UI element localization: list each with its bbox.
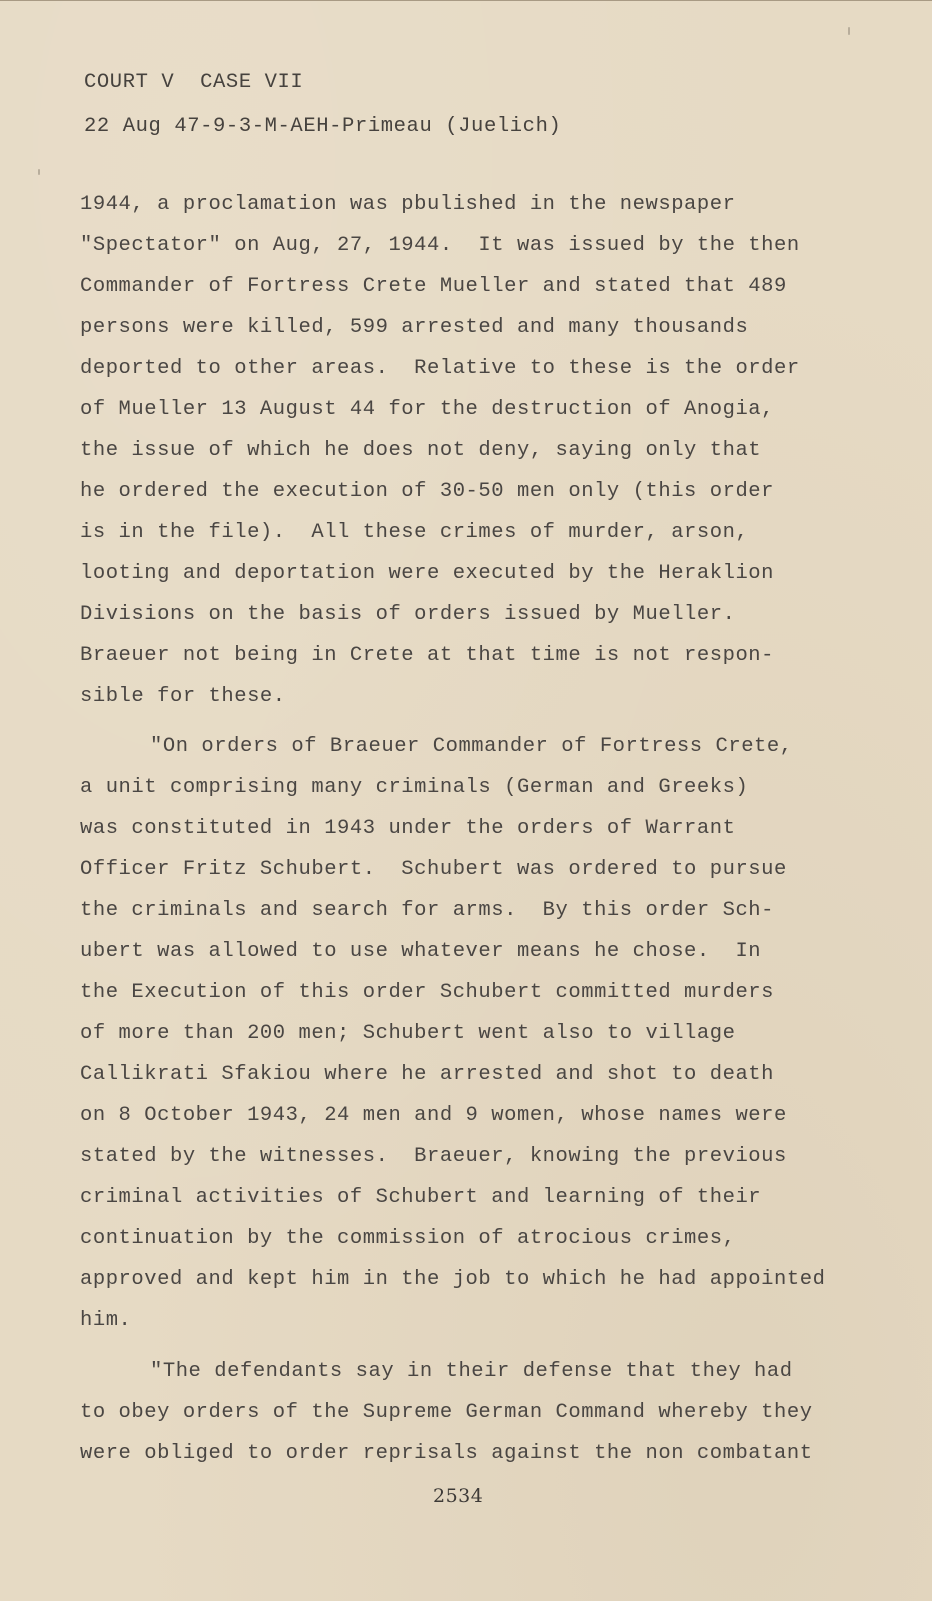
text-line: persons were killed, 599 arrested and many thousands	[80, 316, 749, 339]
text-line: "Spectator" on Aug, 27, 1944. It was issued by the then	[80, 234, 800, 257]
text-line: on 8 October 1943, 24 men and 9 women, whose names were	[80, 1104, 787, 1127]
text-line: Divisions on the basis of orders issued by Mueller.	[80, 603, 736, 626]
text-line: criminal activities of Schubert and learning of their	[80, 1186, 762, 1209]
text-line: to obey orders of the Supreme German Command whereby they	[80, 1401, 813, 1424]
paragraph-first-line: "The defendants say in their defense that they had	[150, 1360, 793, 1383]
text-line: looting and deportation were executed by the Heraklion	[80, 562, 775, 585]
text-line: Commander of Fortress Crete Mueller and stated that 489	[80, 275, 787, 298]
text-line: the issue of which he does not deny, saying only that	[80, 439, 762, 462]
page-number: 2534	[433, 1485, 484, 1507]
text-line: Braeuer not being in Crete at that time is not respon-	[80, 644, 775, 667]
text-line: deported to other areas. Relative to these is the order	[80, 357, 800, 380]
text-line: was constituted in 1943 under the orders of Warrant	[80, 817, 736, 840]
text-line: him.	[80, 1309, 132, 1332]
text-line: the criminals and search for arms. By this order Sch-	[80, 899, 775, 922]
text-line: 1944, a proclamation was pbulished in the newspaper	[80, 193, 736, 216]
paper-speck	[848, 27, 850, 35]
text-line: ubert was allowed to use whatever means he chose. In	[80, 940, 762, 963]
paper-speck	[38, 169, 40, 175]
paragraph-first-line: "On orders of Braeuer Commander of Fortress Crete,	[150, 735, 793, 758]
text-line: Officer Fritz Schubert. Schubert was ordered to pursue	[80, 858, 787, 881]
text-line: continuation by the commission of atrocious crimes,	[80, 1227, 736, 1250]
text-line: of more than 200 men; Schubert went also to village	[80, 1022, 736, 1045]
text-line: he ordered the execution of 30-50 men only (this order	[80, 480, 775, 503]
court-case-header: COURT V CASE VII	[84, 71, 304, 94]
text-line: Callikrati Sfakiou where he arrested and shot to death	[80, 1063, 775, 1086]
session-header: 22 Aug 47-9-3-M-AEH-Primeau (Juelich)	[84, 115, 562, 138]
text-line: a unit comprising many criminals (German and Greeks)	[80, 776, 749, 799]
text-line: is in the file). All these crimes of murder, arson,	[80, 521, 749, 544]
text-line: approved and kept him in the job to which he had appointed	[80, 1268, 826, 1291]
text-line: sible for these.	[80, 685, 286, 708]
text-line: of Mueller 13 August 44 for the destruction of Anogia,	[80, 398, 775, 421]
text-line: the Execution of this order Schubert committed murders	[80, 981, 775, 1004]
text-line: were obliged to order reprisals against the non combatant	[80, 1442, 813, 1465]
text-line: stated by the witnesses. Braeuer, knowing the previous	[80, 1145, 787, 1168]
